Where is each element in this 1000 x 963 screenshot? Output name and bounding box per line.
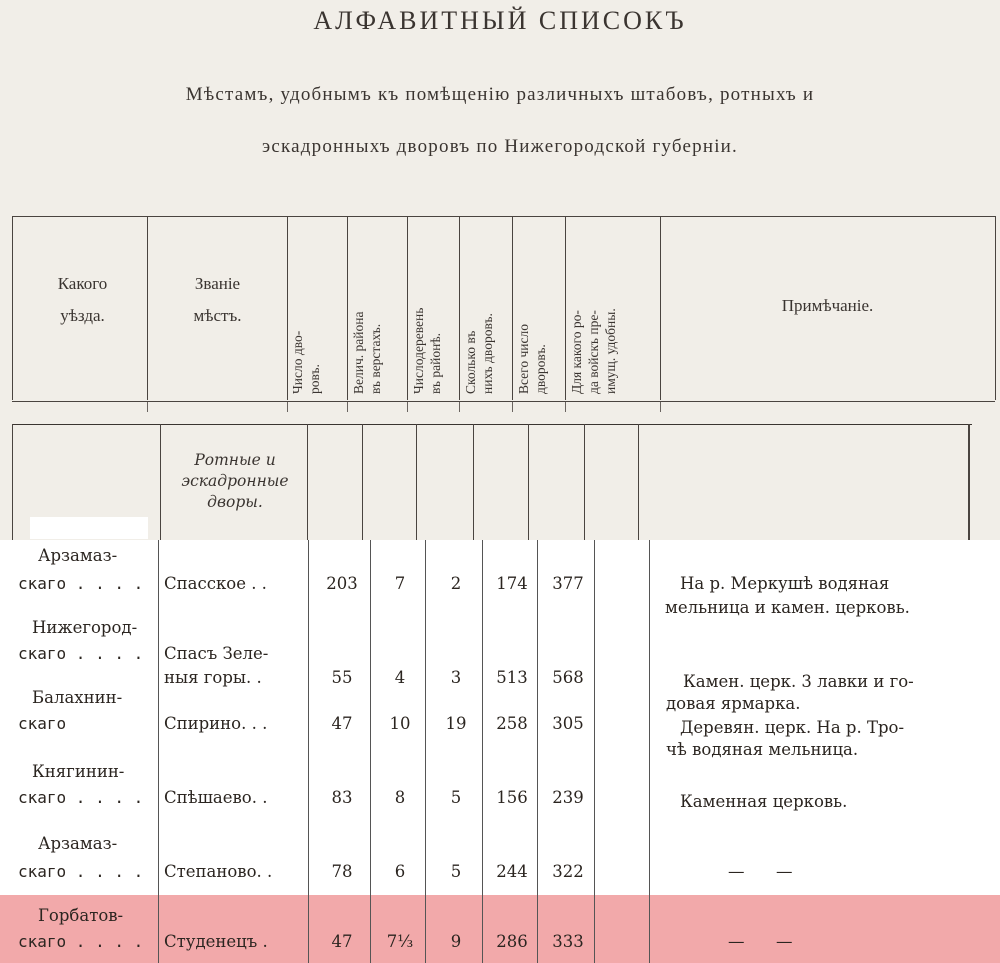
vsego-value: 333 (552, 932, 584, 951)
raion-value: 6 (394, 862, 406, 881)
derevni-value: 3 (450, 668, 462, 687)
raion-value: 4 (394, 668, 406, 687)
header-col-vsego: Всего число дворовъ. (516, 324, 548, 394)
uezd-line-1: Горбатов- (38, 906, 124, 925)
section-col-line (968, 424, 970, 540)
section-col-line (528, 424, 529, 540)
header-col-dvorov: Число дво- ровъ. (290, 330, 322, 394)
body-col-line (158, 540, 159, 963)
note-line-2: чѣ водяная мельница. (666, 740, 859, 759)
dvorov-value: 47 (331, 932, 353, 951)
dvorov-value: 83 (331, 788, 353, 807)
skolko-value: 258 (496, 714, 528, 733)
dvorov-value: 203 (326, 574, 358, 593)
vsego-value: 568 (552, 668, 584, 687)
uezd-line-2: скаго . . . . (18, 788, 144, 807)
header-col-line (459, 216, 460, 400)
vsego-value: 305 (552, 714, 584, 733)
header-col-skolko: Сколько въ нихъ дворовъ. (463, 313, 495, 394)
page-title: АЛФАВИТНЫЙ СПИСОКЪ (313, 6, 687, 35)
header-col-line (287, 216, 288, 400)
derevni-value: 19 (445, 714, 467, 733)
body-col-line (594, 540, 595, 963)
uezd-line-2: скаго . . . . (18, 574, 144, 593)
place-name: ныя горы. . (164, 668, 262, 687)
header-col-line (407, 216, 408, 400)
tick-mark (287, 402, 288, 412)
place-name: Спирино. . . (164, 714, 268, 733)
raion-value: 10 (389, 714, 411, 733)
place-name: Спѣшаево. . (164, 788, 268, 807)
vsego-value: 239 (552, 788, 584, 807)
skolko-value: 156 (496, 788, 528, 807)
body-col-line (308, 540, 309, 963)
uezd-line-1: Княгинин- (32, 762, 125, 781)
dvorov-value: 47 (331, 714, 353, 733)
note-line-2: мельница и камен. церковь. (665, 598, 910, 617)
uezd-line-1: Балахнин- (32, 688, 123, 707)
section-col-line (416, 424, 417, 540)
subtitle-line-1: Мѣстамъ, удобнымъ къ помѣщенію различныхъ штабовъ, ротныхъ и (185, 84, 815, 105)
header-col-line (565, 216, 566, 400)
uezd-line-2: скаго (18, 714, 67, 733)
place-name: Студенецъ . (164, 932, 268, 951)
body-col-line (649, 540, 650, 963)
raion-value: 7⅓ (386, 932, 414, 951)
uezd-line-2: скаго . . . . (18, 932, 144, 951)
note-ditto: — — (728, 862, 793, 881)
skolko-value: 286 (496, 932, 528, 951)
derevni-value: 5 (450, 862, 462, 881)
skolko-value: 513 (496, 668, 528, 687)
section-col-line (12, 424, 13, 540)
note-ditto: — — (728, 932, 793, 951)
section-frame (12, 424, 972, 541)
header-col-line (12, 216, 13, 400)
tick-mark (407, 402, 408, 412)
derevni-value: 5 (450, 788, 462, 807)
header-col-line (512, 216, 513, 400)
header-col-line (660, 216, 661, 400)
uezd-line-2: скаго . . . . (18, 862, 144, 881)
dvorov-value: 78 (331, 862, 353, 881)
note-line-1: Деревян. церк. На р. Тро- (680, 718, 905, 737)
skolko-value: 174 (496, 574, 528, 593)
body-col-line (425, 540, 426, 963)
dvorov-value: 55 (331, 668, 353, 687)
body-col-line (370, 540, 371, 963)
header-col-derevni: Числодеревень въ районѣ. (411, 307, 443, 394)
note-line-1: Каменная церковь. (680, 792, 848, 811)
section-col-line (362, 424, 363, 540)
header-col-raion: Велич. района въ верстахъ. (351, 311, 383, 394)
section-col-line (473, 424, 474, 540)
place-name: Спасское . . (164, 574, 267, 593)
tick-mark (660, 402, 661, 412)
note-line-1: Камен. церк. 3 лавки и го- (683, 672, 914, 691)
header-col-line (347, 216, 348, 400)
scan-patch (30, 517, 148, 539)
tick-mark (147, 402, 148, 412)
skolko-value: 244 (496, 862, 528, 881)
header-uezd: Какого уѣзда. (57, 274, 108, 325)
section-col-line (638, 424, 639, 540)
note-line-2: довая ярмарка. (666, 694, 801, 713)
raion-value: 7 (394, 574, 406, 593)
place-name: Степаново. . (164, 862, 273, 881)
header-col-line (147, 216, 148, 400)
tick-mark (459, 402, 460, 412)
tick-mark (565, 402, 566, 412)
place-name-line-1: Спасъ Зеле- (164, 644, 269, 663)
note-line-1: На р. Меркушѣ водяная (680, 574, 890, 593)
uezd-line-1: Нижегород- (32, 618, 138, 637)
body-col-line (482, 540, 483, 963)
uezd-line-2: скаго . . . . (18, 644, 144, 663)
section-col-line (584, 424, 585, 540)
section-heading: Ротные и эскадронные дворы. (181, 451, 289, 511)
body-col-line (537, 540, 538, 963)
header-col-line (995, 216, 996, 400)
uezd-line-1: Арзамаз- (38, 546, 118, 565)
subtitle-line-2: эскадронныхъ дворовъ по Нижегородской губерніи. (262, 136, 738, 157)
tick-mark (347, 402, 348, 412)
header-zvanie: Званіе мѣстъ. (193, 274, 242, 325)
header-note: Примѣчаніе. (781, 296, 874, 315)
tick-mark (512, 402, 513, 412)
vsego-value: 322 (552, 862, 584, 881)
row-highlight (0, 895, 1000, 963)
raion-value: 8 (394, 788, 406, 807)
derevni-value: 2 (450, 574, 462, 593)
uezd-line-1: Арзамаз- (38, 834, 118, 853)
derevni-value: 9 (450, 932, 462, 951)
header-col-voisk: Для какого ро- да войскъ пре- имущ. удобны. (569, 308, 618, 394)
vsego-value: 377 (552, 574, 584, 593)
